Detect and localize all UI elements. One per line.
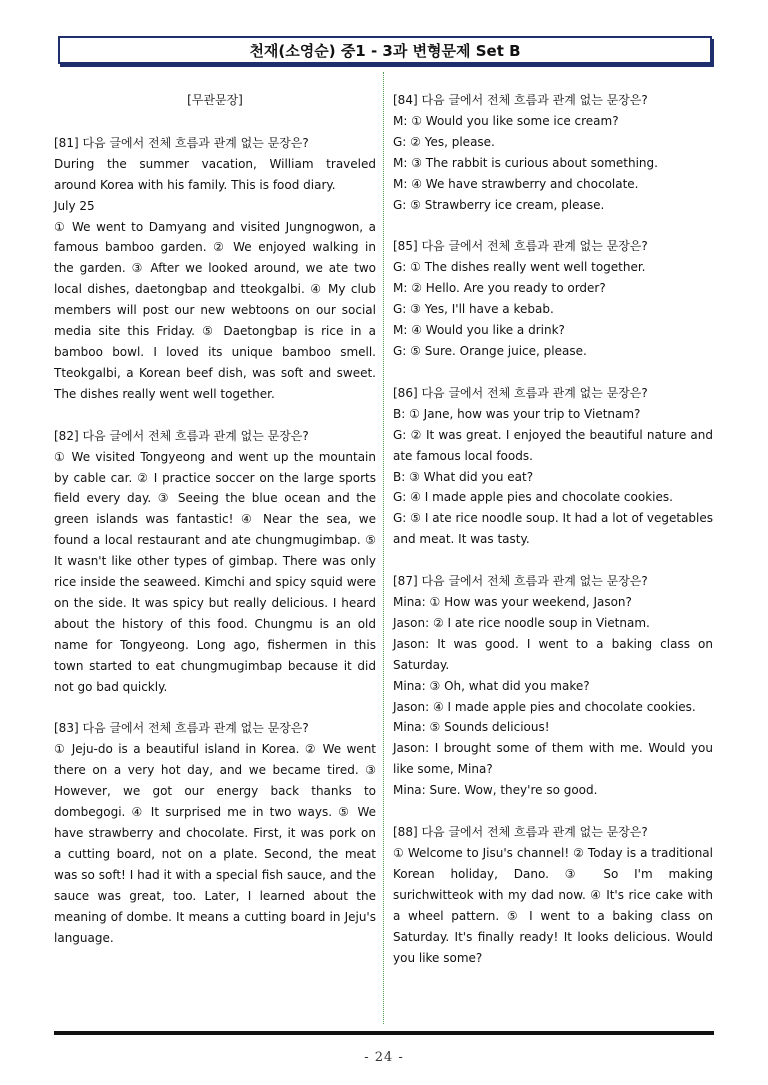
header-title: 천재(소영순) 중1 - 3과 변형문제 Set B <box>249 41 521 60</box>
question-title: [81] 다음 글에서 전체 흐름과 관계 없는 문장은? <box>54 135 309 150</box>
question-title: [83] 다음 글에서 전체 흐름과 관계 없는 문장은? <box>54 721 309 736</box>
section-label: [무관문장] <box>187 93 243 107</box>
dialogue-line: M: ③ The rabbit is curious about something. <box>393 155 658 170</box>
dialogue-line: G: ④ I made apple pies and chocolate cookies. <box>393 490 673 505</box>
dialogue-line: M: ④ We have strawberry and chocolate. <box>393 176 639 191</box>
dialogue-line: Mina: ③ Oh, what did you make? <box>393 678 590 693</box>
right-column <box>393 90 713 989</box>
question-title: [84] 다음 글에서 전체 흐름과 관계 없는 문장은? <box>393 93 648 107</box>
question-85 <box>393 236 713 361</box>
dialogue-line: G: ⑤ Strawberry ice cream, please. <box>393 197 605 212</box>
dialogue-line: G: ③ Yes, I'll have a kebab. <box>393 302 554 317</box>
dialogue-line: Mina: ⑤ Sounds delicious! <box>393 720 550 735</box>
dialogue-line: M: ④ Would you like a drink? <box>393 323 565 338</box>
page-header <box>58 36 712 64</box>
question-text: July 25 <box>54 198 95 213</box>
question-text: ① Welcome to Jisu's channel! ② Today is a traditional Korean holiday, Dano. ③ So I'm making surichwitteok with my dad now. ④ It's rice cake with a wheel pattern. ⑤ I went to a baking class on Saturday. It's finally ready! It looks delicious. Would you like some? <box>393 846 713 965</box>
page-number: - 24 - <box>364 1050 404 1065</box>
dialogue-line: M: ① Would you like some ice cream? <box>393 113 619 128</box>
question-text: ① Jeju-do is a beautiful island in Korea. ② We went there on a very hot day, and we became tired. ③ However, we got our energy back thanks to dombegogi. ④ It surprised me in two ways. ⑤ We have strawberry and chocolate. First, it was pork on a cutting board, not on a plate. Second, the meat was so soft! I had it with a special fish sauce, and the sauce was great, too. Later, I learned about the meaning of dombe. It means a cutting board in Jeju's language. <box>54 742 376 945</box>
question-84 <box>393 90 713 215</box>
dialogue-line: B: ③ What did you eat? <box>393 469 534 484</box>
left-column <box>54 90 376 969</box>
dialogue-line: Mina: Sure. Wow, they're so good. <box>393 783 598 798</box>
dialogue-line: M: ② Hello. Are you ready to order? <box>393 281 606 296</box>
dialogue-line: Jason: ② I ate rice noodle soup in Vietnam. <box>393 615 650 630</box>
question-title: [85] 다음 글에서 전체 흐름과 관계 없는 문장은? <box>393 239 648 254</box>
question-text: During the summer vacation, William traveled around Korea with his family. This is food diary. <box>54 156 376 192</box>
question-title: [88] 다음 글에서 전체 흐름과 관계 없는 문장은? <box>393 825 648 840</box>
question-86 <box>393 383 713 550</box>
dialogue-line: G: ⑤ Sure. Orange juice, please. <box>393 343 587 358</box>
question-title: [82] 다음 글에서 전체 흐름과 관계 없는 문장은? <box>54 428 309 443</box>
question-83 <box>54 718 376 948</box>
question-text: ① We visited Tongyeong and went up the mountain by cable car. ② I practice soccer on the large sports field every day. ③ Seeing the blue ocean and the green islands was fantastic! ④ Near the sea, we found a local restaurant and ate chungmugimbap. ⑤ It wasn't like other types of gimbap. There was only rice inside the seaweed. Kimchi and spicy squid were on the side. It was spicy but really delicious. I heard about the history of this food. Chungmu is an old name for Tongyeong. Long ago, fishermen in this town started to eat chungmugimbap because it did not go bad quickly. <box>54 449 376 694</box>
question-81 <box>54 133 376 405</box>
dialogue-line: Jason: I brought some of them with me. Would you like some, Mina? <box>393 741 713 777</box>
column-divider <box>383 72 384 1024</box>
dialogue-line: Mina: ① How was your weekend, Jason? <box>393 595 632 610</box>
dialogue-line: G: ① The dishes really went well together. <box>393 260 646 275</box>
question-88 <box>393 822 713 968</box>
question-title: [87] 다음 글에서 전체 흐름과 관계 없는 문장은? <box>393 574 648 589</box>
dialogue-line: Jason: ④ I made apple pies and chocolate cookies. <box>393 699 696 714</box>
question-title: [86] 다음 글에서 전체 흐름과 관계 없는 문장은? <box>393 385 648 400</box>
dialogue-line: G: ⑤ I ate rice noodle soup. It had a lot of vegetables and meat. It was tasty. <box>393 511 713 547</box>
dialogue-line: G: ② Yes, please. <box>393 134 495 149</box>
question-text: ① We went to Damyang and visited Jungnogwon, a famous bamboo garden. ② We enjoyed walking in the garden. ③ After we looked around, we ate two local dishes, daetongbap and tteokgalbi. ④ My club members will post our new webtoons on our social media site this Friday. ⑤ Daetongbap is rice in a bamboo bowl. I loved its unique bamboo smell. Tteokgalbi, a Korean beef dish, was soft and sweet. The dishes really went well together. <box>54 219 376 401</box>
question-87 <box>393 571 713 801</box>
dialogue-line: G: ② It was great. I enjoyed the beautiful nature and ate famous local foods. <box>393 427 713 463</box>
dialogue-line: Jason: It was good. I went to a baking class on Saturday. <box>393 636 713 672</box>
question-82 <box>54 426 376 698</box>
dialogue-line: B: ① Jane, how was your trip to Vietnam? <box>393 406 641 421</box>
footer-rule <box>54 1031 714 1035</box>
